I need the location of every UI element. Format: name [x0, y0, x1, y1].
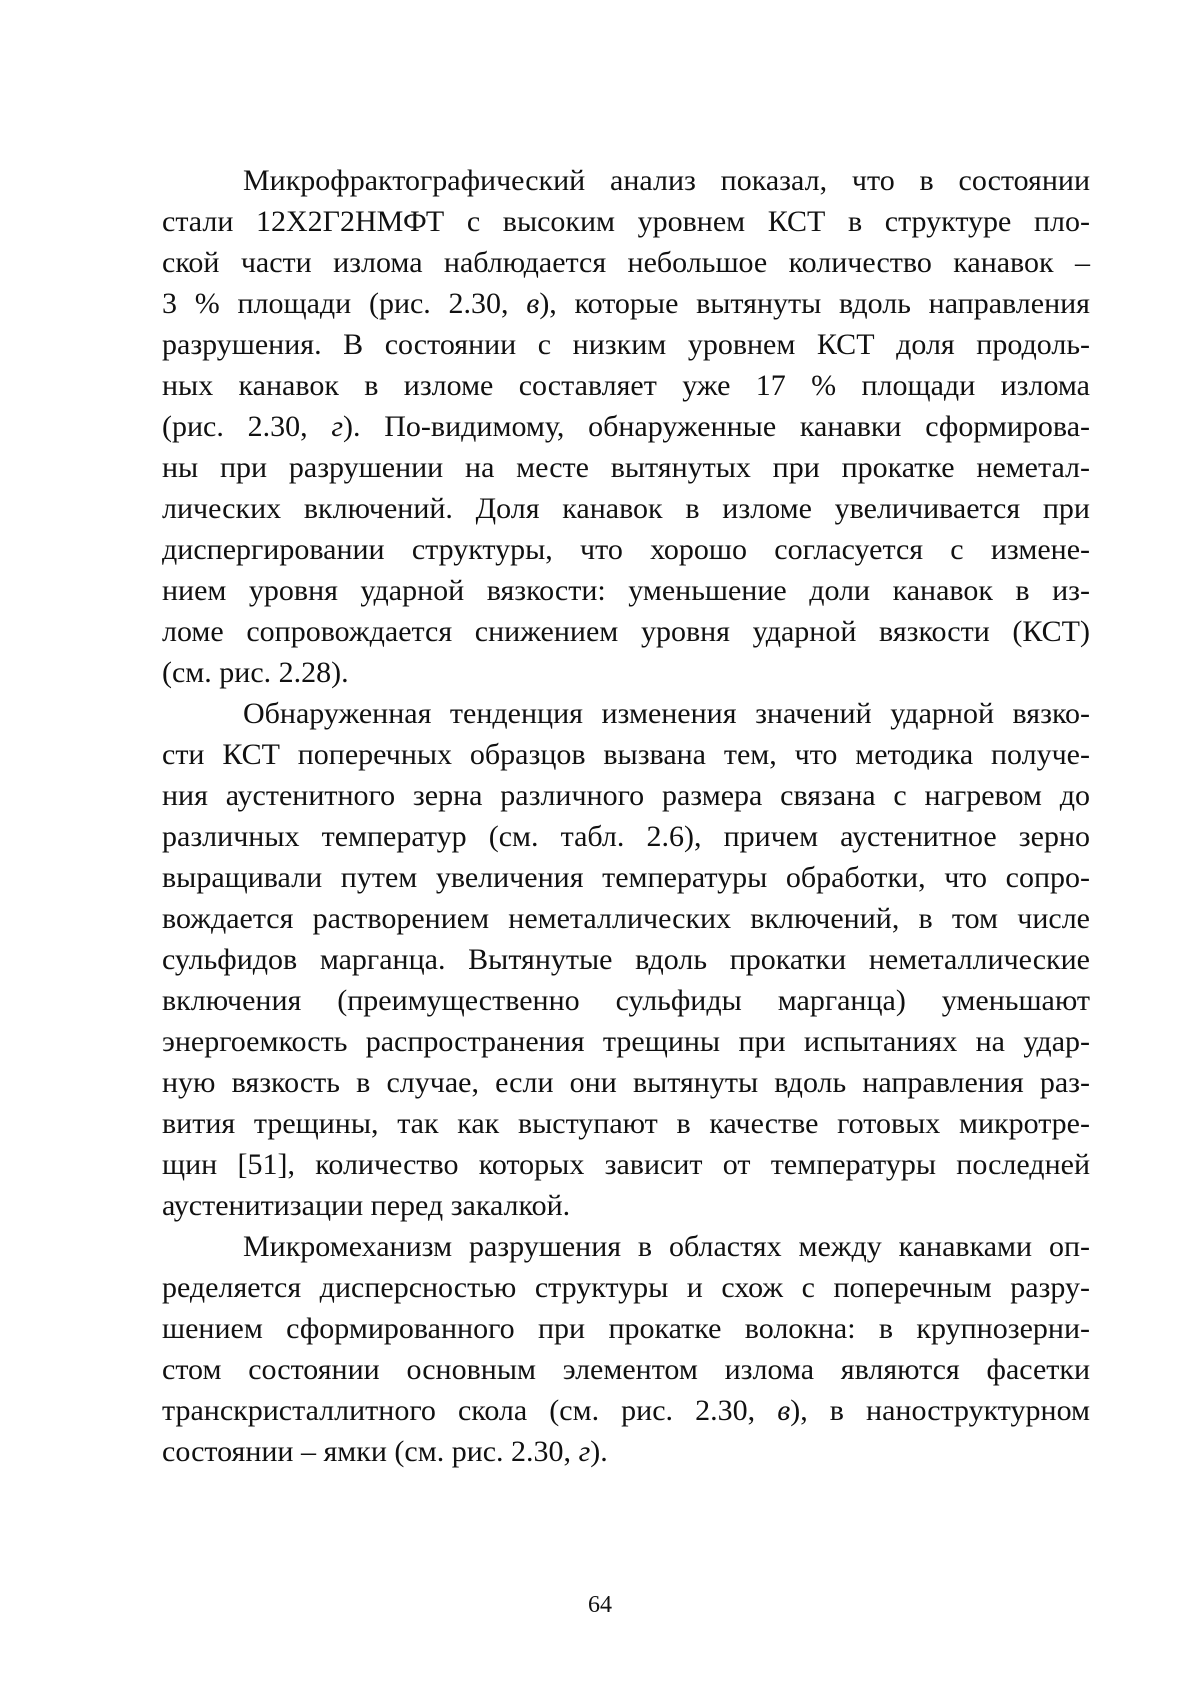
text-line [162, 283, 1090, 324]
text-segment: транскристаллитного скола (см. рис. 2.30, [162, 1394, 778, 1427]
text-line: ния аустенитного зерна различного размера связана с нагревом до [162, 779, 1090, 812]
text-line: включения (преимущественно сульфиды марганца) уменьшают [162, 984, 1090, 1017]
text-segment: ). [590, 1435, 608, 1468]
text-line: ны при разрушении на месте вытянутых при прокатке неметал- [162, 451, 1090, 484]
text-line: аустенитизации перед закалкой. [162, 1189, 571, 1222]
text-line: энергоемкость распространения трещины при испытаниях на удар- [162, 1025, 1090, 1058]
text-line: сульфидов марганца. Вытянутые вдоль прокатки неметаллические [162, 943, 1090, 976]
body-text [162, 160, 1090, 1472]
text-line: вития трещины, так как выступают в качестве готовых микротре- [162, 1107, 1090, 1140]
text-line: ределяется дисперсностью структуры и схож с поперечным разру- [162, 1271, 1090, 1304]
text-line: вождается растворением неметаллических включений, в том числе [162, 902, 1090, 935]
text-segment: 3 % площади (рис. 2.30, [162, 287, 527, 320]
text-line: шением сформированного при прокатке волокна: в крупнозерни- [162, 1312, 1090, 1345]
text-line [162, 1390, 1090, 1431]
text-line: ных канавок в изломе составляет уже 17 % площади излома [162, 369, 1090, 402]
paragraph-2 [162, 693, 1090, 1226]
text-segment: ), в наноструктурном [790, 1394, 1090, 1427]
text-line: Микромеханизм разрушения в областях между канавками оп- [243, 1230, 1090, 1263]
text-line: сти КСТ поперечных образцов вызвана тем, что методика получе- [162, 738, 1090, 771]
text-segment: ), которые вытянуты вдоль направления [539, 287, 1090, 320]
text-line: Обнаруженная тенденция изменения значений ударной вязко- [243, 697, 1090, 730]
figure-panel-letter: г [578, 1435, 591, 1468]
text-line: Микрофрактографический анализ показал, что в состоянии [243, 164, 1090, 197]
text-line: щин [51], количество которых зависит от температуры последней [162, 1148, 1090, 1181]
text-line: ской части излома наблюдается небольшое количество канавок – [162, 246, 1090, 279]
text-line [162, 1431, 1090, 1472]
paragraph-3 [162, 1226, 1090, 1472]
figure-panel-letter: в [777, 1394, 791, 1427]
text-line: выращивали путем увеличения температуры обработки, что сопро- [162, 861, 1090, 894]
text-segment: ). По-видимому, обнаруженные канавки сформирова- [343, 410, 1090, 443]
text-line [162, 406, 1090, 447]
figure-panel-letter: г [331, 410, 344, 443]
text-line: ную вязкость в случае, если они вытянуты вдоль направления раз- [162, 1066, 1090, 1099]
figure-panel-letter: в [526, 287, 540, 320]
text-line: ломе сопровождается снижением уровня ударной вязкости (КСТ) [162, 615, 1090, 648]
text-line: стом состоянии основным элементом излома являются фасетки [162, 1353, 1090, 1386]
text-line: нием уровня ударной вязкости: уменьшение доли канавок в из- [162, 574, 1090, 607]
paragraph-1 [162, 160, 1090, 693]
text-segment: состоянии – ямки (см. рис. 2.30, [162, 1435, 579, 1468]
page-number: 64 [588, 1592, 612, 1618]
text-line: лических включений. Доля канавок в изломе увеличивается при [162, 492, 1090, 525]
text-line: стали 12Х2Г2НМФТ с высоким уровнем КСТ в структуре пло- [162, 205, 1090, 238]
text-line: различных температур (см. табл. 2.6), причем аустенитное зерно [162, 820, 1090, 853]
text-segment: (рис. 2.30, [162, 410, 332, 443]
text-line: разрушения. В состоянии с низким уровнем КСТ доля продоль- [162, 328, 1090, 361]
text-line: (см. рис. 2.28). [162, 656, 349, 689]
text-line: диспергировании структуры, что хорошо согласуется с измене- [162, 533, 1090, 566]
